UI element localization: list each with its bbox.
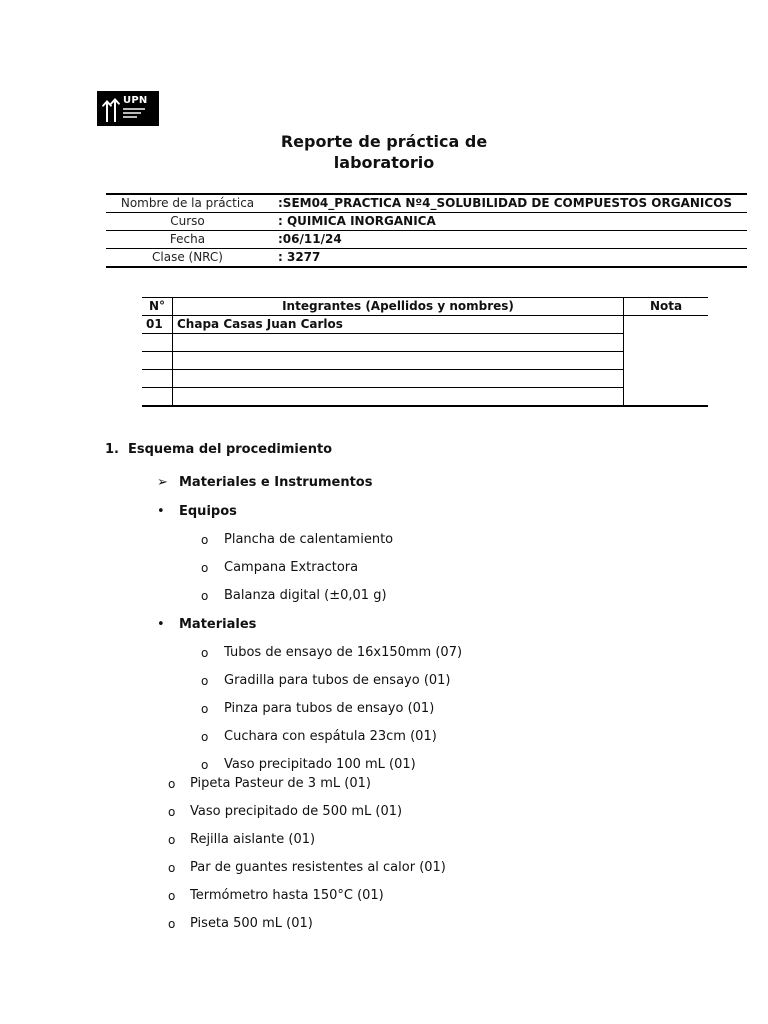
arrow-bullet-icon: ➢ <box>157 475 168 490</box>
info-row-date <box>106 230 747 248</box>
member-name <box>173 334 624 352</box>
member-num: 01 <box>142 316 173 334</box>
circle-bullet-icon: o <box>201 646 209 660</box>
circle-bullet-icon: o <box>201 589 209 603</box>
table-row <box>142 316 708 334</box>
report-title <box>0 131 768 173</box>
list-item: Cuchara con espátula 23cm (01) <box>224 729 437 744</box>
member-num <box>142 334 173 352</box>
circle-bullet-icon: o <box>168 889 176 903</box>
list-item: Pipeta Pasteur de 3 mL (01) <box>190 776 371 791</box>
member-name <box>173 370 624 388</box>
equipos-heading: Equipos <box>179 504 237 519</box>
member-num <box>142 370 173 388</box>
list-item: Piseta 500 mL (01) <box>190 916 313 931</box>
upn-logo <box>97 91 159 126</box>
list-item: Vaso precipitado de 500 mL (01) <box>190 804 403 819</box>
title-line-1: Reporte de práctica de <box>280 132 488 151</box>
table-row <box>142 352 708 370</box>
list-item: Vaso precipitado 100 mL (01) <box>224 757 416 772</box>
circle-bullet-icon: o <box>201 730 209 744</box>
section-title: Esquema del procedimiento <box>128 442 333 457</box>
info-value: :06/11/24 <box>278 232 342 246</box>
upn-arrows-icon <box>102 96 120 122</box>
circle-bullet-icon: o <box>201 702 209 716</box>
info-label: Clase (NRC) <box>152 250 223 264</box>
info-value: :SEM04_PRACTICA Nº4_SOLUBILIDAD DE COMPUESTOS ORGANICOS <box>278 196 733 210</box>
member-name <box>173 388 624 407</box>
header-name: Integrantes (Apellidos y nombres) <box>173 298 624 316</box>
info-row-course <box>106 212 747 230</box>
info-value: : 3277 <box>278 250 321 264</box>
circle-bullet-icon: o <box>168 833 176 847</box>
info-label: Nombre de la práctica <box>120 196 255 210</box>
members-table <box>142 297 708 407</box>
table-row <box>142 370 708 388</box>
member-num <box>142 352 173 370</box>
logo-brand: UPN <box>123 95 148 106</box>
list-item: Plancha de calentamiento <box>224 532 394 547</box>
materials-instruments-heading: Materiales e Instrumentos <box>179 475 373 490</box>
header-num: N° <box>142 298 173 316</box>
list-item: Pinza para tubos de ensayo (01) <box>224 701 435 716</box>
member-num <box>142 388 173 407</box>
info-label: Fecha <box>169 232 206 246</box>
member-name <box>173 352 624 370</box>
grade-cell <box>624 316 709 407</box>
circle-bullet-icon: o <box>168 805 176 819</box>
bullet-icon: • <box>157 617 165 632</box>
members-header-row <box>142 298 708 316</box>
circle-bullet-icon: o <box>168 917 176 931</box>
info-label: Curso <box>170 214 205 228</box>
table-row <box>142 334 708 352</box>
info-value: : QUIMICA INORGANICA <box>278 214 436 228</box>
materiales-heading: Materiales <box>179 617 257 632</box>
list-item: Campana Extractora <box>224 560 359 575</box>
list-item: Rejilla aislante (01) <box>190 832 316 847</box>
circle-bullet-icon: o <box>201 674 209 688</box>
list-item: Termómetro hasta 150°C (01) <box>190 888 384 903</box>
list-item: Gradilla para tubos de ensayo (01) <box>224 673 451 688</box>
circle-bullet-icon: o <box>201 533 209 547</box>
list-item: Balanza digital (±0,01 g) <box>224 588 387 603</box>
circle-bullet-icon: o <box>201 561 209 575</box>
info-row-class <box>106 248 747 266</box>
list-item: Par de guantes resistentes al calor (01) <box>190 860 446 875</box>
circle-bullet-icon: o <box>201 758 209 772</box>
title-line-2: laboratorio <box>333 153 435 172</box>
member-name: Chapa Casas Juan Carlos <box>173 316 624 334</box>
practice-info-table <box>106 193 747 268</box>
header-grade: Nota <box>624 298 709 316</box>
logo-subtext <box>123 108 153 120</box>
circle-bullet-icon: o <box>168 861 176 875</box>
circle-bullet-icon: o <box>168 777 176 791</box>
table-row <box>142 388 708 407</box>
bullet-icon: • <box>157 504 165 519</box>
section-number: 1. <box>105 442 119 457</box>
list-item: Tubos de ensayo de 16x150mm (07) <box>224 645 463 660</box>
info-row-practice <box>106 195 747 212</box>
